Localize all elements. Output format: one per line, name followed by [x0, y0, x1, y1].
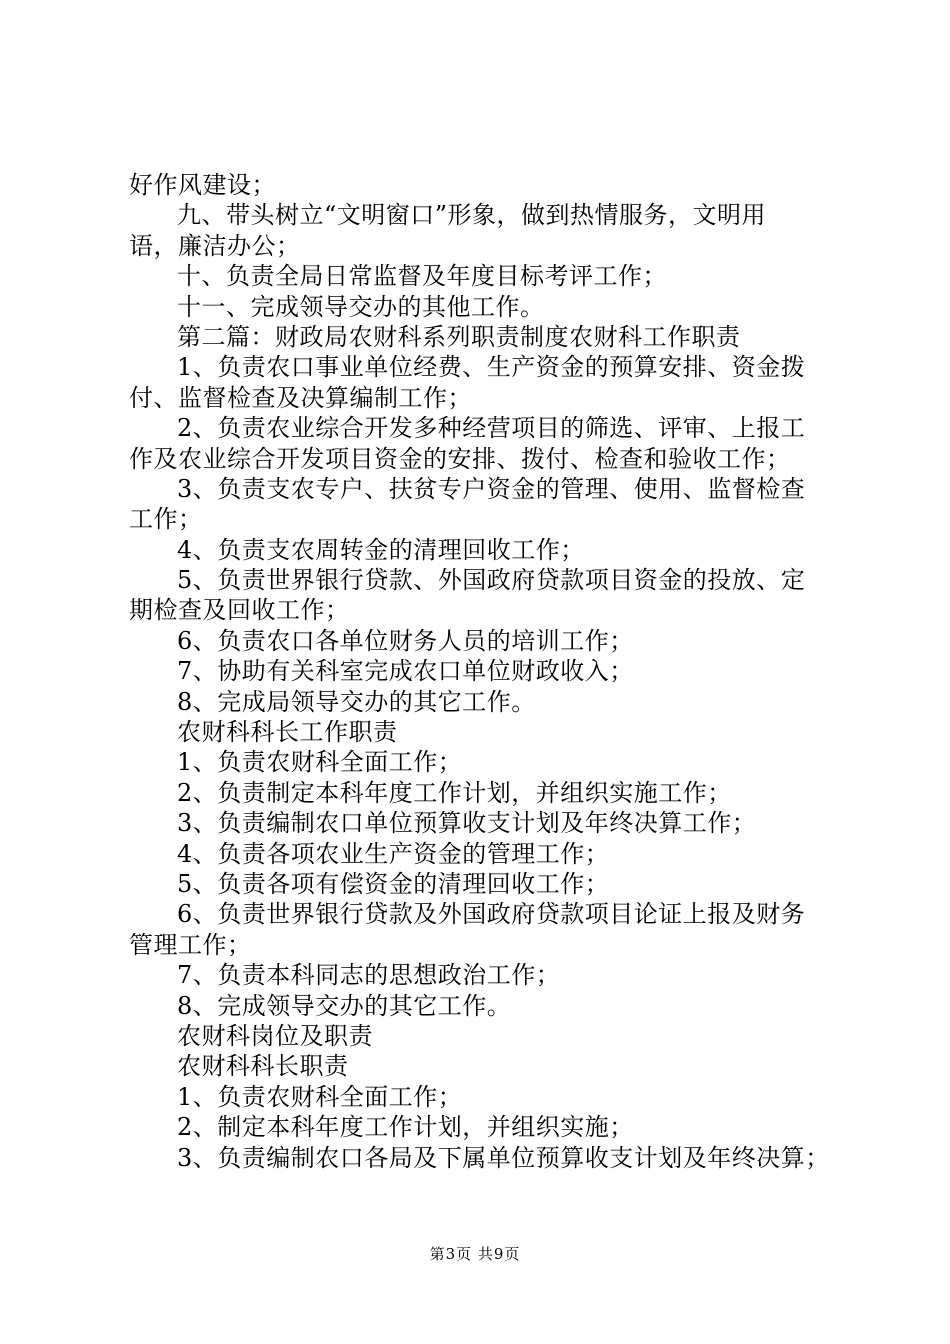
text-line: 8、完成局领导交办的其它工作。: [177, 687, 536, 716]
subsection-heading: 农财科科长工作职责: [177, 718, 398, 747]
subsection-heading: 农财科岗位及职责: [177, 1021, 373, 1050]
text-line: 九、带头树立“文明窗口”形象，做到热情服务，文明用: [177, 201, 767, 230]
text-line: 十一、完成领导交办的其他工作。: [177, 292, 545, 321]
text-line: 7、负责本科同志的思想政治工作；: [177, 961, 561, 990]
text-line: 1、负责农财科全面工作；: [177, 748, 463, 777]
text-line: 3、负责编制农口单位预算收支计划及年终决算工作；: [177, 809, 757, 838]
text-line: 5、负责世界银行贷款、外国政府贷款项目资金的投放、定: [177, 566, 806, 595]
text-line: 语，廉洁办公；: [129, 231, 301, 260]
text-line: 好作风建设；: [129, 171, 276, 199]
section-heading: 第二篇：财政局农财科系列职责制度农财科工作职责: [177, 322, 741, 351]
text-line: 2、制定本科年度工作计划，并组织实施；: [177, 1113, 634, 1142]
text-line: 工作；: [129, 505, 203, 534]
page-number-footer: 第3页 共9页: [429, 1245, 521, 1263]
text-line: 4、负责支农周转金的清理回收工作；: [177, 535, 585, 564]
text-line: 3、负责支农专户、扶贫专户资金的管理、使用、监督检查: [177, 474, 806, 503]
text-line: 3、负责编制农口各局及下属单位预算收支计划及年终决算；: [177, 1143, 830, 1172]
text-line: 7、协助有关科室完成农口单位财政收入；: [177, 657, 634, 686]
text-line: 5、负责各项有偿资金的清理回收工作；: [177, 869, 610, 898]
text-line: 6、负责农口各单位财务人员的培训工作；: [177, 626, 634, 655]
text-line: 付、监督检查及决算编制工作；: [129, 383, 472, 412]
text-line: 4、负责各项农业生产资金的管理工作；: [177, 839, 610, 868]
text-line: 8、完成领导交办的其它工作。: [177, 991, 512, 1020]
text-line: 1、负责农口事业单位经费、生产资金的预算安排、资金拨: [177, 353, 806, 382]
text-line: 2、负责农业综合开发多种经营项目的筛选、评审、上报工: [177, 414, 806, 443]
text-line: 期检查及回收工作；: [129, 596, 350, 625]
text-line: 6、负责世界银行贷款及外国政府贷款项目论证上报及财务: [177, 900, 806, 929]
text-line: 管理工作；: [129, 930, 252, 959]
text-line: 作及农业综合开发项目资金的安排、拨付、检查和验收工作；: [129, 444, 791, 473]
text-line: 1、负责农财科全面工作；: [177, 1082, 463, 1111]
document-body: [129, 170, 834, 1173]
text-line: 2、负责制定本科年度工作计划，并组织实施工作；: [177, 778, 732, 807]
subsection-heading: 农财科科长职责: [177, 1052, 349, 1081]
text-line: 十、负责全局日常监督及年度目标考评工作；: [177, 262, 667, 291]
